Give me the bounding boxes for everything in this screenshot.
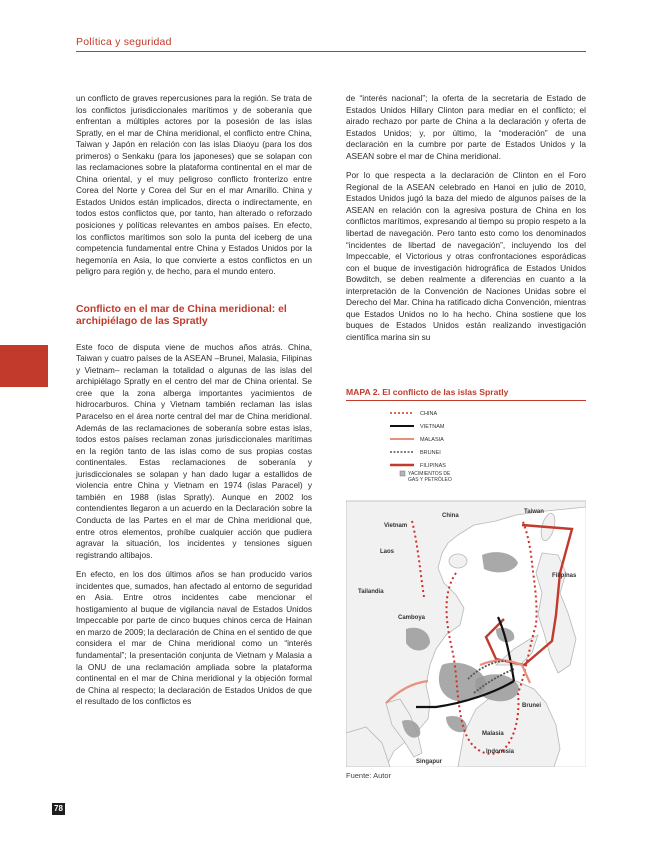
map-label-tailandia: Tailandia xyxy=(358,589,384,595)
map-legend xyxy=(346,403,452,483)
map-label-vietnam: Vietnam xyxy=(384,523,408,529)
map-body xyxy=(346,501,586,767)
legend-label-brunei: BRUNEI xyxy=(420,450,441,456)
spratly-map xyxy=(346,403,586,767)
map-label-indonesia: Indonesia xyxy=(486,749,515,755)
legend-yac-line1: YACIMIENTOS DE xyxy=(408,471,451,477)
legend-label-vietnam: VIETNAM xyxy=(420,424,445,430)
map-label-malasia: Malasia xyxy=(482,731,504,737)
header-rule xyxy=(76,51,586,52)
legend-label-filipinas: FILIPINAS xyxy=(420,463,446,469)
legend-swatch-yacimientos xyxy=(400,471,405,476)
map-figure xyxy=(346,403,586,767)
left-paragraph-3: En efecto, en los dos últimos años se han producido varios incidentes que, sumados, han afectado al entorno de seguridad en Asia. Entre otros incidentes cabe mencionar el hostigamiento al buque de vigilancia naval de Estados Unidos Impeccable por parte de cinco buques chinos cerca de Hainan en marzo de 2009; la declaración de China en el sentido de que considera el mar de China meridional como un “interés fundamental”; la presentación conjunta de Vietnam y Malasia a la ONU de una reclamación ampliada sobre la plataforma continental en el mar de China meridional y la objeción formal de China al respecto; la declaración de Estados Unidos de que el resultado de los conflictos es xyxy=(76,569,312,707)
side-accent-block xyxy=(0,345,48,387)
legend-yac-line2: GAS Y PETRÓLEO xyxy=(408,477,452,483)
map-label-filipinas: Filipinas xyxy=(552,573,577,579)
right-column xyxy=(346,93,586,351)
hainan-island xyxy=(449,554,467,568)
map-label-brunei: Brunei xyxy=(522,703,542,709)
map-label-camboya: Camboya xyxy=(398,615,426,621)
left-column xyxy=(76,93,312,716)
legend-label-china: CHINA xyxy=(420,411,438,417)
section-header: Política y seguridad xyxy=(76,36,172,48)
right-paragraph-1: de “interés nacional”; la oferta de la secretaria de Estado de Estados Unidos Hillary Clinton para mediar en el conflicto; el airado rechazo por parte de China a la declaración y oferta de Estados Unidos; y, por último, la “moderación” de una declaración en la cumbre por parte de Estados Unidos y la ASEAN sobre el mar de China meridional. xyxy=(346,93,586,161)
map-label-singapur: Singapur xyxy=(416,759,443,765)
left-paragraph-1: un conflicto de graves repercusiones para la región. Se trata de los conflictos jurisdiccionales marítimos y de soberanía que enfrentan a múltiples actores por la posesión de las islas Spratly, en el mar de China meridional, el conflicto entre China, Taiwan y Japón en relación con las islas Diaoyu (para los dos primeros) o Senkaku (para los japoneses) que se solapan con las reclamaciones sobre la plataforma continental en el mar de China oriental, y el muy peligroso conflicto fronterizo entre Corea del Norte y Corea del Sur en el mar Amarillo. China y Estados Unidos están implicados, directa o indirectamente, en todos estos conflictos que, por tanto, han alterado o reforzado posiciones y políticas relevantes en ambos países. En efecto, los conflictos marítimos son solo la punta del iceberg de una competencia fundamental entre China y Estados Unidos por la hegemonía en Asia, lo que convierte a estos conflictos en un peligro para región y, de hecho, para el mundo entero. xyxy=(76,93,312,277)
page-number: 78 xyxy=(54,804,63,813)
map-title-rule xyxy=(346,400,586,401)
map-title: MAPA 2. El conflicto de las islas Spratly xyxy=(346,387,509,397)
map-label-taiwan: Taiwan xyxy=(524,509,544,515)
right-paragraph-2: Por lo que respecta a la declaración de Clinton en el Foro Regional de la ASEAN celebrado en Hanoi en julio de 2010, Estados Unidos jugó la baza del miedo de algunos países de la ASEAN en relación con la agresiva postura de China en los conflictos marítimos, expresando al tiempo su propio respeto a la libertad de navegación. Pero tanto esto como los denominados “incidentes de libertad de navegación”, incluyendo los del Impeccable, el Victorious y otras confrontaciones esporádicas con el buque de investigación hidrográfica de Estados Unidos Bowditch, se deben realmente a diferencias en cuanto a la interpretación de la Convención de Naciones Unidas sobre el Derecho del Mar. China ha ratificado dicha Convención, mientras que Estados Unidos no lo ha hecho. China sostiene que los buques de Estados Unidos están realizando investigación científica marina sin su xyxy=(346,170,586,342)
map-label-laos: Laos xyxy=(380,549,395,555)
legend-label-malasia: MALASIA xyxy=(420,437,444,443)
map-source: Fuente: Autor xyxy=(346,771,392,780)
map-label-china: China xyxy=(442,513,459,519)
section-heading: Conflicto en el mar de China meridional: el archipiélago de las Spratly xyxy=(76,303,287,327)
left-paragraph-2: Este foco de disputa viene de muchos años atrás. China, Taiwan y cuatro países de la ASEAN –Brunei, Malasia, Filipinas y Vietnam– reclaman la totalidad o algunas de las islas del archipiélago Spratly en el centro del mar de China oriental. Se cree que la zona alberga importantes yacimientos de hidrocarburos. China y Vietnam también reclaman las islas Paracelso en el área norte central del mar de China meridional. Además de las reclamaciones de soberanía sobre estas islas, todos estos países reclaman zonas jurisdiccionales marítimas en la región tanto de las islas como de sus propias costas continentales. Estas reclamaciones de soberanía y jurisdiccionales se solapan y han dado lugar a estallidos de violencia entre China y Vietnam en 1974 (islas Paracel) y también en 1988 (islas Spratly). Aunque en 2002 los contendientes llegaron a un acuerdo en la Declaración sobre la Conducta de las Partes en el mar de China meridional que, entre otros elementos, prohíbe cualquier acción que pudiera agravar la situación, los incidentes y tensiones siguen registrando altibajos. xyxy=(76,341,312,560)
legend-label-yacimientos xyxy=(408,471,452,483)
